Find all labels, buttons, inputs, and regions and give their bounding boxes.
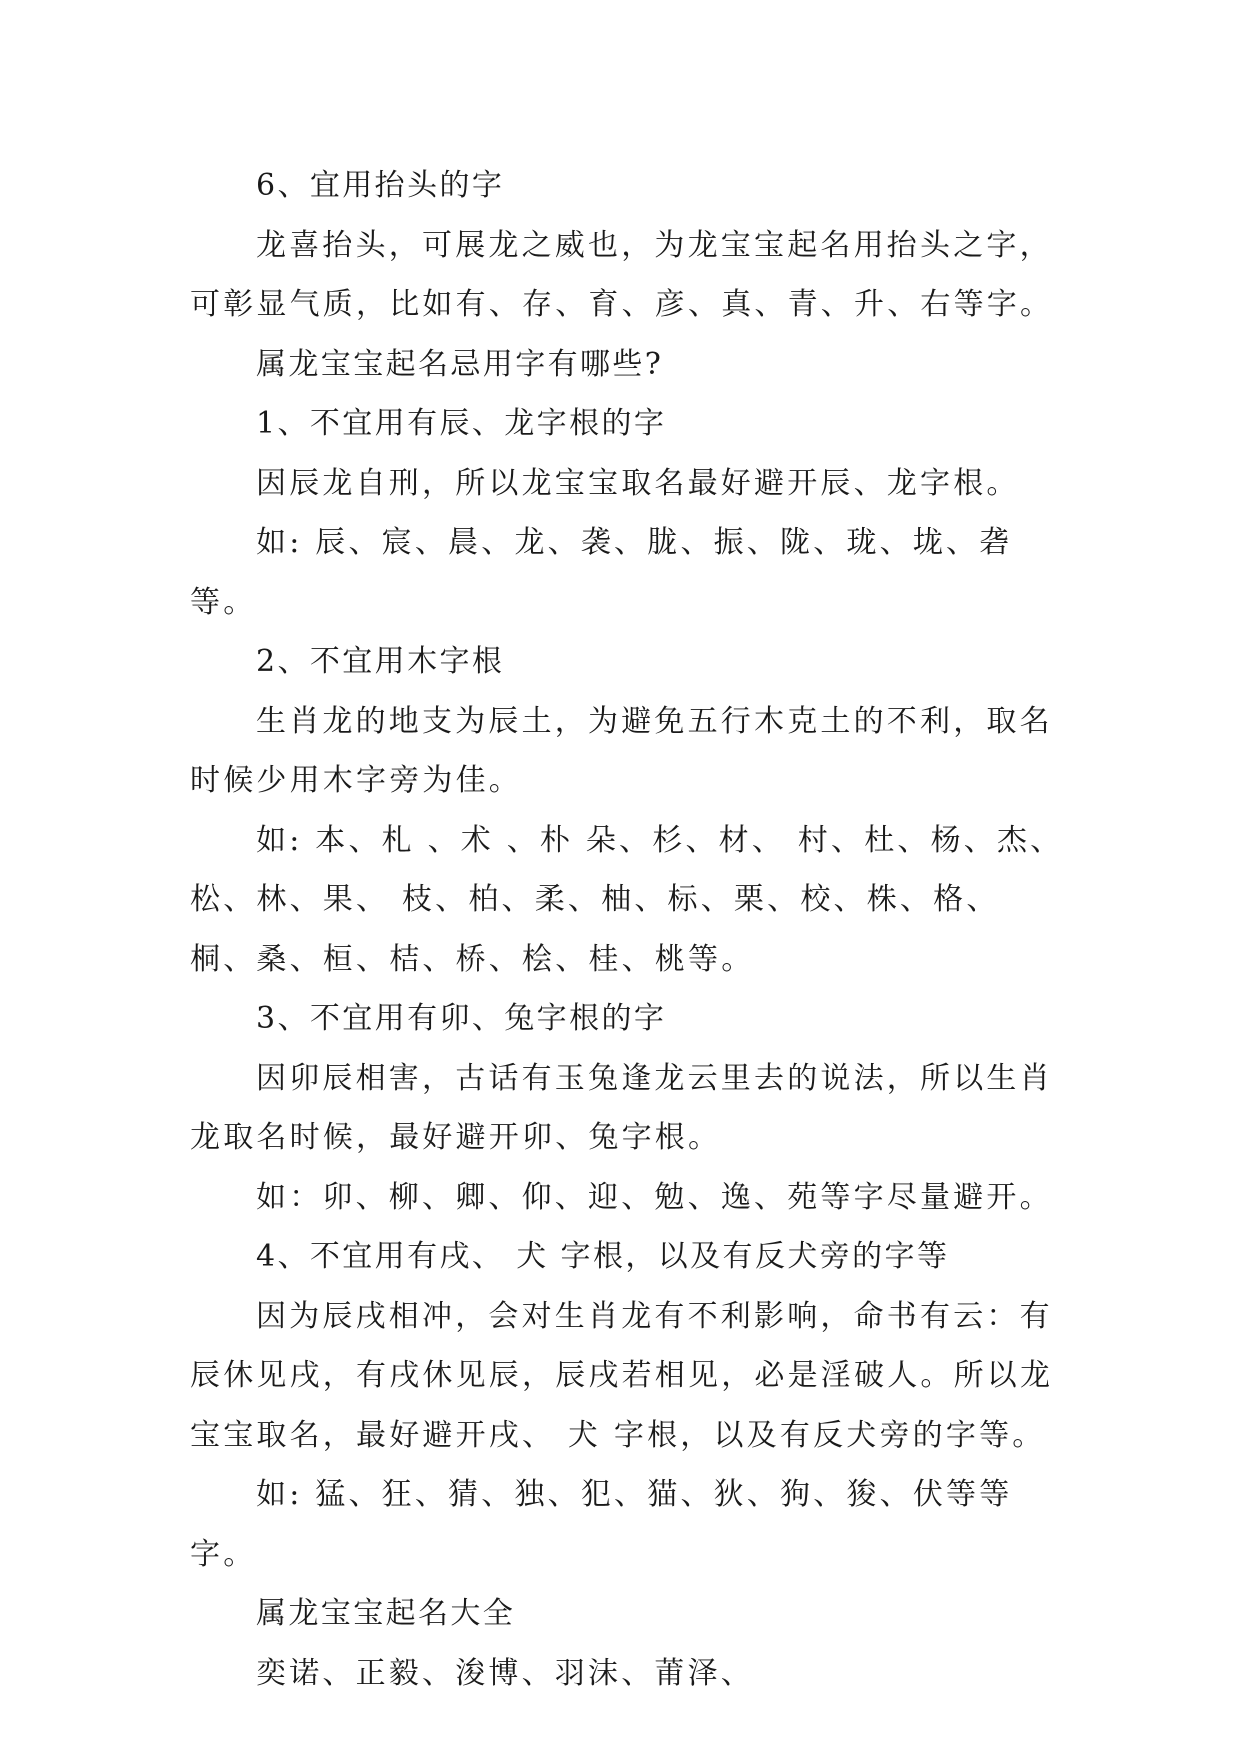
example-list: 如: 辰、宸、晨、龙、袭、胧、振、陇、珑、垅、砻等。: [190, 525, 1013, 620]
section-heading: 6、宜用抬头的字: [256, 168, 505, 203]
section-heading: 属龙宝宝起名忌用字有哪些?: [256, 346, 664, 382]
body-paragraph: 生肖龙的地支为辰土，为避免五行木克土的不利，取名时候少用木字旁为佳。: [190, 703, 1053, 798]
body-paragraph: 龙喜抬头，可展龙之威也，为龙宝宝起名用抬头之字，可彰显气质，比如有、存、育、彦、真、青、升、右等字。: [190, 227, 1054, 322]
document-body: [190, 156, 1070, 1703]
body-paragraph: 因辰龙自刑，所以龙宝宝取名最好避开辰、龙字根。: [256, 465, 1020, 501]
section-heading: 1、不宜用有辰、龙字根的字: [256, 406, 667, 441]
section-heading: 4、不宜用有戌、 犬 字根，以及有反犬旁的字等: [256, 1239, 950, 1274]
example-list: 如: 猛、狂、猜、独、犯、猫、狄、狗、狻、伏等等字。: [190, 1477, 1013, 1572]
section-heading: 2、不宜用木字根: [256, 644, 505, 679]
name-list: 奕诺、正毅、浚博、羽沫、莆泽、: [256, 1655, 754, 1691]
body-paragraph: 因卯辰相害，古话有玉兔逢龙云里去的说法，所以生肖龙取名时候，最好避开卯、兔字根。: [190, 1060, 1053, 1155]
example-list: 如：卯、柳、卿、仰、迎、勉、逸、苑等字尽量避开。: [256, 1179, 1053, 1215]
body-paragraph: 因为辰戌相冲，会对生肖龙有不利影响，命书有云：有辰休见戌，有戌休见辰，辰戌若相见，必是淫破人。所以龙宝宝取名，最好避开戌、 犬 字根，以及有反犬旁的字等。: [190, 1298, 1054, 1453]
section-heading: 3、不宜用有卯、兔字根的字: [256, 1001, 667, 1036]
section-heading: 属龙宝宝起名大全: [256, 1596, 516, 1631]
example-list: 如: 本、札 、术 、朴 朵、杉、材、 村、杜、杨、杰、松、林、果、 枝、柏、柔、柚、标、栗、校、株、格、 桐、桑、桓、桔、桥、桧、桂、桃等。: [190, 822, 1064, 977]
